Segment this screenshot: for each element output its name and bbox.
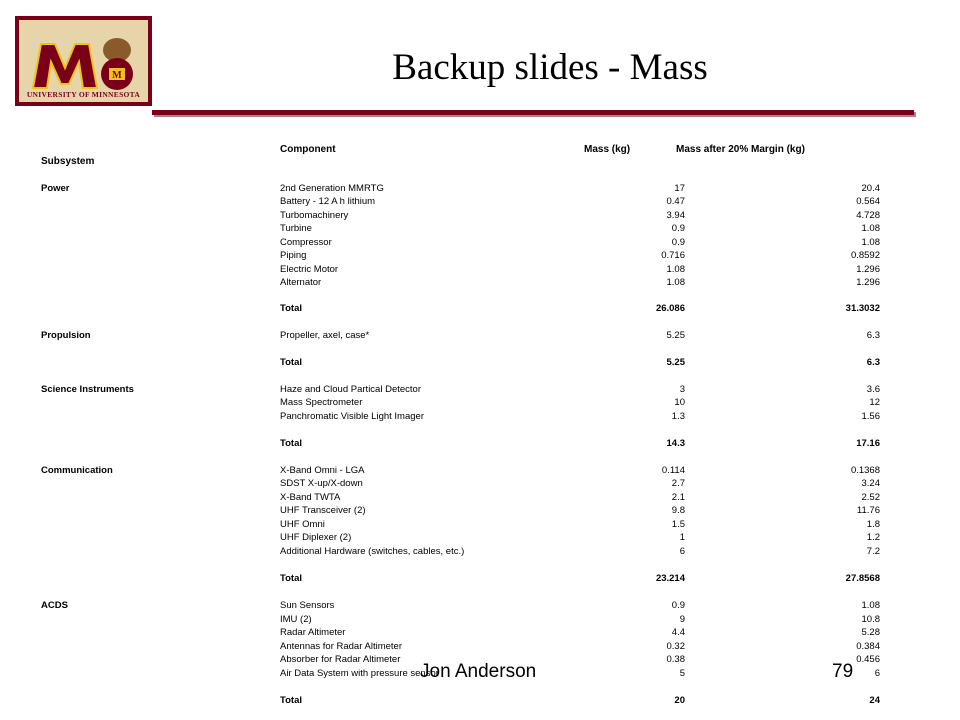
table-row [0,411,960,424]
svg-text:M: M [112,70,122,81]
table-row [0,465,960,478]
table-row [0,397,960,410]
margin-mass-cell: 1.8 [866,519,880,530]
table-row [0,505,960,518]
mass-cell: 0.38 [666,654,685,665]
margin-mass-cell: 11.76 [856,505,880,516]
component-cell: IMU (2) [280,614,312,625]
mass-cell: 0.114 [661,465,685,476]
mass-cell: 2.7 [671,478,685,489]
total-row [0,303,960,316]
mass-cell: 9 [679,614,685,625]
table-row [0,492,960,505]
header-component: Component [280,144,336,155]
table-row [0,264,960,277]
table-row [0,183,960,196]
table-row [0,641,960,654]
table-row [0,600,960,613]
margin-mass-cell: 10.8 [861,614,880,625]
margin-mass-cell: 3.24 [861,478,880,489]
mass-cell: 1.3 [671,411,685,422]
margin-mass-cell: 0.384 [856,641,880,652]
header-mass: Mass (kg) [584,144,631,155]
component-cell: Air Data System with pressure sensor [280,668,439,679]
component-cell: Alternator [280,277,322,288]
margin-mass-cell: 1.08 [861,600,880,611]
mass-cell: 0.9 [671,237,685,248]
component-cell: 2nd Generation MMRTG [280,183,384,194]
table-row [0,210,960,223]
margin-mass-cell: 2.52 [861,492,880,503]
header-subsystem: Subsystem [41,156,95,167]
component-cell: Electric Motor [280,264,339,275]
margin-mass-cell: 1.296 [856,277,880,288]
component-cell: Total [280,573,302,584]
margin-mass-cell: 0.8592 [850,250,880,261]
slide-title: Backup slides - Mass [392,47,708,88]
component-cell: Total [280,303,302,314]
mass-cell: 0.716 [661,250,685,261]
margin-mass-cell: 5.28 [861,627,880,638]
table-row [0,250,960,263]
mass-cell: 0.32 [666,641,685,652]
page-number: 79 [832,661,854,682]
component-cell: Haze and Cloud Partical Detector [280,384,421,395]
margin-mass-cell: 0.1368 [850,465,880,476]
margin-mass-cell: 3.6 [866,384,880,395]
mass-cell: 9.8 [671,505,685,516]
margin-mass-cell: 6.3 [866,357,880,368]
table-row [0,627,960,640]
margin-mass-cell: 6 [874,668,880,679]
component-cell: Additional Hardware (switches, cables, etc.) [280,546,465,557]
table-row [0,546,960,559]
mass-cell: 14.3 [666,438,685,449]
component-cell: UHF Diplexer (2) [280,532,352,543]
footer-author: Jon Anderson [420,661,537,682]
table-row [0,478,960,491]
component-cell: Radar Altimeter [280,627,346,638]
component-cell: Battery - 12 A h lithium [280,196,376,207]
table-row [0,223,960,236]
component-cell: Panchromatic Visible Light Imager [280,411,424,422]
component-cell: Mass Spectrometer [280,397,363,408]
component-cell: X-Band Omni - LGA [280,465,365,476]
subsystem-cell: Propulsion [41,330,91,341]
margin-mass-cell: 17.16 [856,438,880,449]
mass-cell: 3.94 [666,210,685,221]
margin-mass-cell: 0.456 [856,654,880,665]
margin-mass-cell: 1.296 [856,264,880,275]
mass-cell: 1.08 [666,264,685,275]
mass-cell: 26.086 [655,303,685,314]
total-row [0,357,960,370]
component-cell: Total [280,357,302,368]
margin-mass-cell: 1.08 [861,237,880,248]
table-row [0,330,960,343]
subsystem-cell: Power [41,183,70,194]
total-row [0,695,960,708]
table-row [0,237,960,250]
table-row [0,196,960,209]
mass-cell: 20 [674,695,685,706]
component-cell: Propeller, axel, case* [280,330,370,341]
margin-mass-cell: 24 [869,695,880,706]
mass-cell: 17 [674,183,685,194]
subsystem-cell: ACDS [41,600,68,611]
component-cell: UHF Transceiver (2) [280,505,366,516]
component-cell: Compressor [280,237,332,248]
subsystem-cell: Science Instruments [41,384,134,395]
margin-mass-cell: 12 [869,397,880,408]
mass-cell: 0.9 [671,600,685,611]
mass-cell: 1.08 [666,277,685,288]
mass-cell: 1 [679,532,685,543]
margin-mass-cell: 20.4 [861,183,880,194]
component-cell: Absorber for Radar Altimeter [280,654,401,665]
component-cell: Total [280,695,302,706]
margin-mass-cell: 6.3 [866,330,880,341]
table-row [0,384,960,397]
component-cell: Total [280,438,302,449]
table-row [0,277,960,290]
mass-cell: 5.25 [666,357,685,368]
mass-cell: 0.47 [666,196,685,207]
mass-cell: 5.25 [666,330,685,341]
total-row [0,438,960,451]
title-underline [152,110,914,115]
mass-cell: 0.9 [671,223,685,234]
component-cell: X-Band TWTA [280,492,341,503]
margin-mass-cell: 1.2 [866,532,880,543]
component-cell: Piping [280,250,307,261]
mass-cell: 5 [679,668,685,679]
component-cell: Antennas for Radar Altimeter [280,641,402,652]
component-cell: Turbine [280,223,312,234]
margin-mass-cell: 0.564 [856,196,880,207]
mass-cell: 10 [674,397,685,408]
mass-cell: 2.1 [671,492,685,503]
table-row [0,532,960,545]
mass-cell: 3 [679,384,685,395]
mass-cell: 6 [679,546,685,557]
component-cell: SDST X-up/X-down [280,478,363,489]
header-margin: Mass after 20% Margin (kg) [676,144,805,155]
mass-cell: 4.4 [671,627,685,638]
component-cell: UHF Omni [280,519,325,530]
table-row [0,614,960,627]
total-row [0,573,960,586]
logo-text: UNIVERSITY OF MINNESOTA [26,90,141,99]
mass-cell: 23.214 [655,573,685,584]
margin-mass-cell: 31.3032 [845,303,880,314]
margin-mass-cell: 27.8568 [845,573,880,584]
margin-mass-cell: 7.2 [866,546,880,557]
component-cell: Sun Sensors [280,600,335,611]
mass-cell: 1.5 [671,519,685,530]
university-logo [15,16,152,106]
margin-mass-cell: 1.56 [861,411,880,422]
table-row [0,519,960,532]
margin-mass-cell: 4.728 [856,210,880,221]
component-cell: Turbomachinery [280,210,349,221]
margin-mass-cell: 1.08 [861,223,880,234]
subsystem-cell: Communication [41,465,113,476]
